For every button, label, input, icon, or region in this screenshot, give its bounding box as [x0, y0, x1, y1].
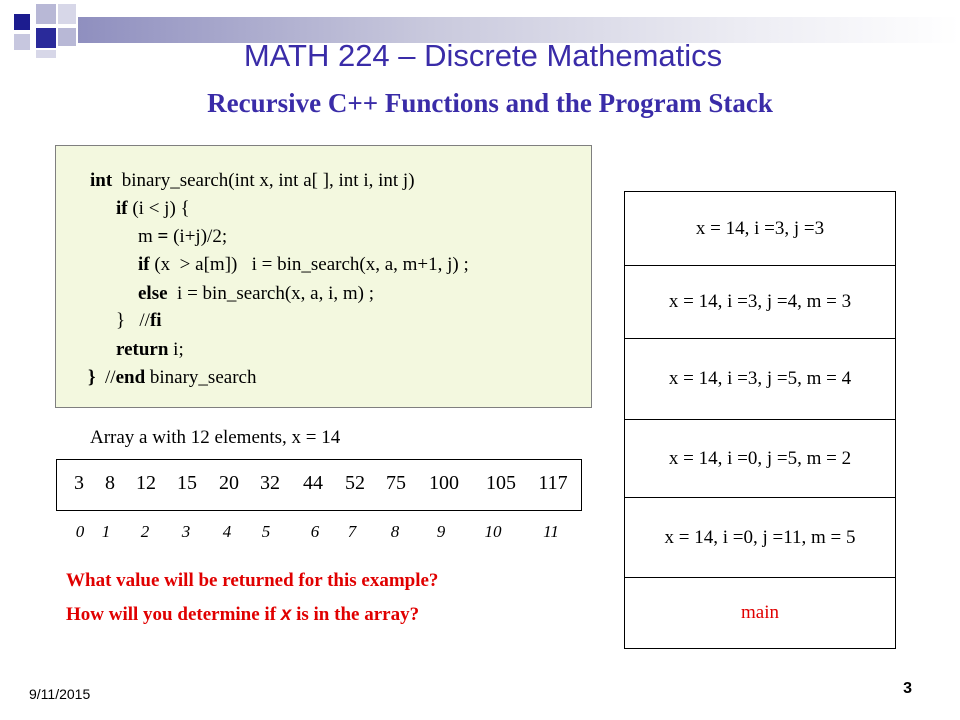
code-line-2: [116, 198, 190, 220]
decor-square: [36, 4, 56, 24]
array-value: 8: [105, 472, 115, 494]
question-text: How will you determine if: [66, 604, 281, 625]
array-index: 7: [347, 522, 357, 541]
code-keyword: if: [138, 254, 150, 275]
array-index: 0: [75, 522, 85, 541]
array-index: 6: [310, 522, 320, 541]
page-number: 3: [903, 680, 912, 697]
stack-frame: x = 14, i =0, j =5, m = 2: [625, 419, 895, 497]
code-keyword: =: [157, 226, 169, 247]
code-text: (i < j) {: [127, 198, 190, 219]
question-1: What value will be returned for this example?: [66, 570, 439, 591]
array-index: 3: [181, 522, 191, 541]
array-value: 12: [136, 472, 156, 494]
footer-date: 9/11/2015: [29, 686, 91, 702]
array-value: 105: [486, 472, 516, 494]
code-keyword: return: [116, 339, 169, 360]
array-index: 4: [222, 522, 232, 541]
array-index: 2: [140, 522, 150, 541]
slide-title: MATH 224 – Discrete Mathematics: [243, 38, 723, 73]
array-value: 117: [538, 472, 568, 494]
stack-frame: x = 14, i =3, j =3: [695, 217, 825, 239]
array-value: 100: [429, 472, 459, 494]
code-text: (x > a[m]) i = bin_search(x, a, m+1, j) ;: [149, 254, 469, 275]
stack-frame: x = 14, i =3, j =5, m = 4: [625, 338, 895, 419]
code-text: //: [95, 367, 116, 388]
array-value: 32: [260, 472, 280, 494]
code-line-7: [116, 339, 184, 361]
array-value: 20: [219, 472, 239, 494]
array-value: 44: [303, 472, 323, 494]
code-keyword: int: [90, 170, 113, 191]
decor-square: [58, 4, 76, 24]
array-index: 5: [261, 522, 271, 541]
array-index: 11: [543, 522, 559, 541]
question-text: is in the array?: [291, 604, 420, 625]
array-caption: Array a with 12 elements, x = 14: [90, 427, 341, 448]
program-stack: [624, 191, 896, 649]
code-line-1: [90, 170, 415, 192]
code-text: i;: [168, 339, 184, 360]
code-line-4: [138, 254, 469, 276]
code-line-8: [88, 367, 256, 389]
code-keyword: }: [88, 367, 96, 388]
stack-frame: x = 14, i =0, j =11, m = 5: [625, 497, 895, 577]
decor-square: [14, 14, 30, 30]
code-text: binary_search: [145, 367, 257, 388]
array-value: 15: [177, 472, 197, 494]
code-text: binary_search(int x, int a[ ], int i, int j): [112, 170, 415, 191]
code-text: m: [138, 226, 158, 247]
array-value: 3: [74, 472, 84, 494]
array-value: 52: [345, 472, 365, 494]
stack-frame-main: main: [625, 577, 895, 648]
array-value: 75: [386, 472, 406, 494]
code-text: (i+j)/2;: [168, 226, 228, 247]
array-index: 10: [484, 522, 502, 541]
code-keyword: if: [116, 198, 128, 219]
array-index: 8: [390, 522, 400, 541]
question-2: [66, 604, 419, 626]
code-keyword: else: [138, 283, 168, 304]
stack-frame: x = 14, i =3, j =4, m = 3: [625, 265, 895, 338]
code-line-6: [116, 310, 162, 332]
code-text: } //: [116, 310, 150, 331]
array-index: 9: [436, 522, 446, 541]
code-line-5: [138, 283, 374, 305]
code-keyword: fi: [149, 310, 162, 331]
slide-subtitle: Recursive C++ Functions and the Program Stack: [207, 88, 773, 118]
question-variable: x: [280, 604, 292, 625]
code-keyword: end: [115, 367, 146, 388]
code-line-3: [138, 226, 227, 248]
array-index: 1: [101, 522, 111, 541]
code-text: i = bin_search(x, a, i, m) ;: [167, 283, 375, 304]
